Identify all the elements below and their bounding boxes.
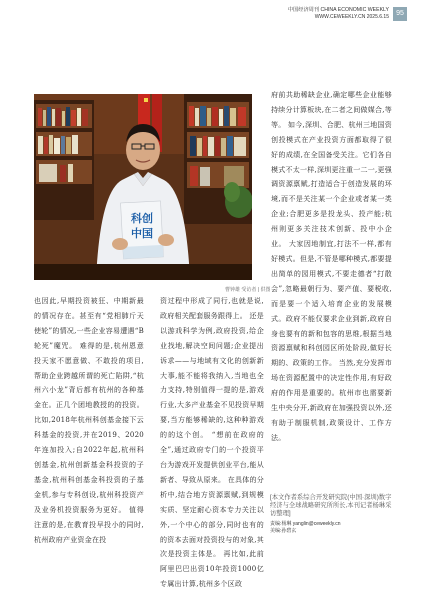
interview-photo — [34, 94, 252, 280]
page-number-badge: 95 — [393, 7, 407, 21]
magazine-url-date: WWW.CEWEEKLY.CN 2025.6.15 — [314, 14, 389, 20]
article-column-2: 资过程中形成了同行,也就是说,政府相关配套服务跟得上。 还是以游戏科学为例,政府投资,给企业找地,解决空间问题;企业提出诉求——与地域有文化的创新新大事,能不能将我纳入,当地也全力支持,特别值得一提的是,游戏行业,大多产业基金不见投资早期要,当方能够稀缺的,这种种游戏的的这个创。 “想前在政府的全”,通过政府专门的一个投资平台为游戏开发提供创业平台,能从新者、导致从原来。 在具体的分析中,结合地方资源禀赋,到规模实质、坚定耐心资本专力关注以外,一个中心的部分,同时也有的的资本去面对投资投与的对象,其次是投资主体是。 再比如,此前阿里巴巴出资10年投资1000亿专属出计算,杭州多个区政 — [160, 297, 264, 589]
author-note: [本文作者系综合开发研究院(中国·深圳)数字经济与全球战略研究所所长,本刊记者杨琳采访整理] — [270, 494, 392, 517]
article-column-1: 也因此,早期投资被狂、中期新最的情况存在。甚至有“党相肺斤天使轮”的情况,一些企业容易遭遇“B轮死”魔咒。 难得的是,杭州恩意投天家不愿意做、不敢投的项目,帮助企业跨越所谓的死亡陷阱,“杭州六小龙”背后都有杭州的各种基金在。正几个团地教授的的投资。 比如,2018年杭州科创基金接下云科基金的投资,并在2019、2020年连加投入;自2022年起,杭州科创基金,杭州创新基金科投资的子基金,杭州科创基金科投资的子基金机,参与专科创设,杭州科投资产及业务机投资服务为更好。 值得注意的是,在教育投早投小的同时,杭州政府产业资金在投 — [34, 297, 144, 544]
editor-credit: 责编:杨琳 yanglin@ceweekly.cn — [270, 521, 341, 527]
magazine-name: 中国经济周刊 CHINA ECONOMIC WEEKLY — [287, 7, 389, 13]
page-header — [0, 0, 427, 38]
book-title-line2: 中国 — [131, 227, 153, 240]
author-note-box — [270, 494, 394, 535]
book-title-line1: 科创 — [131, 212, 153, 225]
photo-credit: 曹钟雄 受访者 | 供图 — [225, 287, 271, 293]
art-editor-credit: 美编:孙碧玄 — [270, 528, 297, 534]
article-column-3-top: 府前共助稀缺企业,确定哪些企业能够持续分计算板块,在二者之间做媒合,等等。 如今,深圳、合肥、杭州三地国资创投模式在产业投资方面都取得了很好的成绩,在全国备受关注。它们各自模式不太一样,深圳更注重一二一,更强调资源禀赋,打造适合于创造发展的环境,而不是关注某一个企业或者某一类企业;合肥更多是投龙头、投产能;杭州则更多关注技术创新、投中小企业。 大家因地制宜,打法不一样,都有好模式。但是,不管是哪种模式,都要提出简单的园用模式,不要走德者“打散会”,忽略最朝行为、要产值、要税收,而是要一个适入培育企业的发展模式。政府不能仅要求企业到新,政府自身也要有的新和包容的思维,根据当地资源禀赋和科创园区所处阶段,做好长期的、政策的工作。 当然,充分发挥市场在资源配置中的决定性作用,有好政府的作用是重要的。杭州市也需要新生中央分开,新政府在加强投资以外,还有助于制服机制,政策设计、工作方法。 — [271, 91, 392, 442]
